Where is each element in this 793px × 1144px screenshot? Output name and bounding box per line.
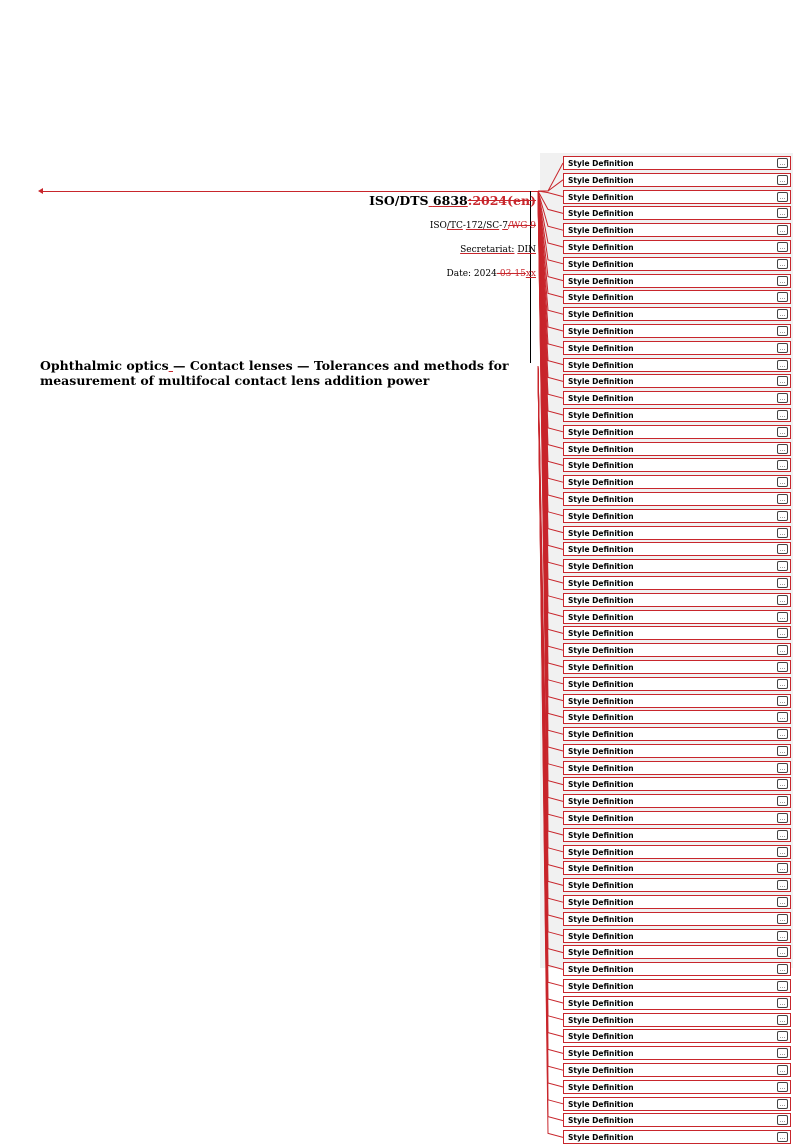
style-definition-balloon[interactable] <box>563 1113 791 1127</box>
style-definition-balloon[interactable] <box>563 1130 791 1144</box>
balloon-label: Style Definition <box>568 159 634 168</box>
style-definition-balloon[interactable] <box>563 727 791 741</box>
balloon-label: Style Definition <box>568 578 634 588</box>
balloon-label: Style Definition <box>568 847 634 857</box>
expand-balloon-button[interactable]: ... <box>777 1132 788 1142</box>
committee-reference: ISO/TC-172/SC-7/WG 9 <box>429 221 536 231</box>
style-definition-balloon[interactable] <box>563 962 791 976</box>
style-definition-balloon[interactable] <box>563 458 791 472</box>
style-definition-balloon[interactable] <box>563 223 791 237</box>
comment-anchor-line <box>40 191 540 192</box>
expand-balloon-button[interactable]: ... <box>777 1031 788 1041</box>
style-definition-balloon[interactable] <box>563 341 791 355</box>
style-definition-balloon[interactable] <box>563 878 791 892</box>
style-definition-balloon[interactable] <box>563 912 791 926</box>
style-definition-balloon[interactable] <box>563 660 791 674</box>
expand-balloon-button[interactable]: ... <box>777 645 788 655</box>
expand-balloon-button[interactable]: ... <box>777 578 788 588</box>
expand-balloon-button[interactable]: ... <box>777 1048 788 1058</box>
expand-balloon-button[interactable]: ... <box>777 511 788 521</box>
expand-balloon-button[interactable]: ... <box>777 242 788 252</box>
style-definition-balloon[interactable] <box>563 290 791 304</box>
style-definition-balloon[interactable] <box>563 240 791 254</box>
expand-balloon-button[interactable]: ... <box>777 208 788 218</box>
style-definition-balloon[interactable] <box>563 643 791 657</box>
expand-balloon-button[interactable]: ... <box>777 393 788 403</box>
expand-balloon-button[interactable]: ... <box>777 276 788 286</box>
balloon-label: Style Definition <box>568 948 634 958</box>
style-definition-balloon[interactable] <box>563 1046 791 1060</box>
expand-balloon-button[interactable]: ... <box>777 998 788 1008</box>
style-definition-balloon[interactable] <box>563 542 791 556</box>
balloon-label: Style Definition <box>568 226 634 236</box>
expand-balloon-button[interactable]: ... <box>777 696 788 706</box>
expand-balloon-button[interactable]: ... <box>777 477 788 487</box>
expand-balloon-button[interactable]: ... <box>777 427 788 437</box>
expand-balloon-button[interactable]: ... <box>777 813 788 823</box>
style-definition-balloon[interactable] <box>563 408 791 422</box>
style-definition-balloon[interactable] <box>563 593 791 607</box>
balloon-label: Style Definition <box>568 864 634 874</box>
expand-balloon-button[interactable]: ... <box>777 528 788 538</box>
style-definition-balloon[interactable] <box>563 811 791 825</box>
style-definition-balloon[interactable] <box>563 1080 791 1094</box>
style-definition-balloons <box>563 156 791 1143</box>
balloon-label: Style Definition <box>568 914 634 924</box>
balloon-label: Style Definition <box>568 394 634 404</box>
style-definition-balloon[interactable] <box>563 492 791 506</box>
style-definition-balloon[interactable] <box>563 442 791 456</box>
expand-balloon-button[interactable]: ... <box>777 729 788 739</box>
style-definition-balloon[interactable] <box>563 677 791 691</box>
expand-balloon-button[interactable]: ... <box>777 158 788 168</box>
expand-balloon-button[interactable]: ... <box>777 360 788 370</box>
balloon-label: Style Definition <box>568 259 634 269</box>
style-definition-balloon[interactable] <box>563 391 791 405</box>
style-definition-balloon[interactable] <box>563 861 791 875</box>
balloon-label: Style Definition <box>568 746 634 756</box>
balloon-label: Style Definition <box>568 175 634 185</box>
style-definition-balloon[interactable] <box>563 576 791 590</box>
expand-balloon-button[interactable]: ... <box>777 746 788 756</box>
style-definition-balloon[interactable] <box>563 761 791 775</box>
balloon-label: Style Definition <box>568 646 634 656</box>
balloon-label: Style Definition <box>568 814 634 824</box>
balloon-label: Style Definition <box>568 713 634 723</box>
balloon-label: Style Definition <box>568 662 634 672</box>
balloon-label: Style Definition <box>568 444 634 454</box>
document-date: Date: 2024-03-15xx <box>446 269 536 279</box>
style-definition-balloon[interactable] <box>563 945 791 959</box>
expand-balloon-button[interactable]: ... <box>777 1082 788 1092</box>
balloon-label: Style Definition <box>568 595 634 605</box>
balloon-label: Style Definition <box>568 192 634 202</box>
expand-balloon-button[interactable]: ... <box>777 628 788 638</box>
balloon-label: Style Definition <box>568 377 634 387</box>
style-definition-balloon[interactable] <box>563 206 791 220</box>
expand-balloon-button[interactable]: ... <box>777 964 788 974</box>
balloon-label: Style Definition <box>568 1066 634 1076</box>
document-identifier: ISO/DTS 6838:2024(en) <box>369 193 536 208</box>
expand-balloon-button[interactable]: ... <box>777 1015 788 1025</box>
expand-balloon-button[interactable]: ... <box>777 847 788 857</box>
balloon-label: Style Definition <box>568 1032 634 1042</box>
expand-balloon-button[interactable]: ... <box>777 1099 788 1109</box>
expand-balloon-button[interactable]: ... <box>777 544 788 554</box>
balloon-label: Style Definition <box>568 898 634 908</box>
balloon-label: Style Definition <box>568 1049 634 1059</box>
style-definition-balloon[interactable] <box>563 929 791 943</box>
balloon-label: Style Definition <box>568 478 634 488</box>
expand-balloon-button[interactable]: ... <box>777 343 788 353</box>
balloon-label: Style Definition <box>568 511 634 521</box>
balloon-label: Style Definition <box>568 293 634 303</box>
expand-balloon-button[interactable]: ... <box>777 444 788 454</box>
secretariat: Secretariat: DIN <box>460 245 536 255</box>
expand-balloon-button[interactable]: ... <box>777 175 788 185</box>
style-definition-balloon[interactable] <box>563 895 791 909</box>
style-definition-balloon[interactable] <box>563 777 791 791</box>
balloon-label: Style Definition <box>568 1082 634 1092</box>
expand-balloon-button[interactable]: ... <box>777 914 788 924</box>
expand-balloon-button[interactable]: ... <box>777 662 788 672</box>
style-definition-balloon[interactable] <box>563 744 791 758</box>
balloon-label: Style Definition <box>568 410 634 420</box>
expand-balloon-button[interactable]: ... <box>777 410 788 420</box>
expand-balloon-button[interactable]: ... <box>777 830 788 840</box>
style-definition-balloon[interactable] <box>563 828 791 842</box>
style-definition-balloon[interactable] <box>563 307 791 321</box>
expand-balloon-button[interactable]: ... <box>777 460 788 470</box>
style-definition-balloon[interactable] <box>563 610 791 624</box>
balloon-label: Style Definition <box>568 360 634 370</box>
balloon-label: Style Definition <box>568 528 634 538</box>
expand-balloon-button[interactable]: ... <box>777 679 788 689</box>
expand-balloon-button[interactable]: ... <box>777 863 788 873</box>
balloon-label: Style Definition <box>568 343 634 353</box>
expand-balloon-button[interactable]: ... <box>777 494 788 504</box>
expand-balloon-button[interactable]: ... <box>777 292 788 302</box>
style-definition-balloon[interactable] <box>563 156 791 170</box>
style-definition-balloon[interactable] <box>563 996 791 1010</box>
balloon-label: Style Definition <box>568 1133 634 1143</box>
balloon-label: Style Definition <box>568 763 634 773</box>
document-title: Ophthalmic optics — Contact lenses — Tolerances and methods for measurement of multifocal contact lens addition power <box>40 358 509 388</box>
balloon-label: Style Definition <box>568 965 634 975</box>
style-definition-balloon[interactable] <box>563 374 791 388</box>
balloon-label: Style Definition <box>568 696 634 706</box>
expand-balloon-button[interactable]: ... <box>777 796 788 806</box>
balloon-label: Style Definition <box>568 461 634 471</box>
balloon-label: Style Definition <box>568 310 634 320</box>
style-definition-balloon[interactable] <box>563 358 791 372</box>
style-definition-balloon[interactable] <box>563 794 791 808</box>
expand-balloon-button[interactable]: ... <box>777 880 788 890</box>
balloon-label: Style Definition <box>568 830 634 840</box>
expand-balloon-button[interactable]: ... <box>777 612 788 622</box>
balloon-label: Style Definition <box>568 276 634 286</box>
balloon-label: Style Definition <box>568 931 634 941</box>
style-definition-balloon[interactable] <box>563 190 791 204</box>
expand-balloon-button[interactable]: ... <box>777 192 788 202</box>
style-definition-balloon[interactable] <box>563 559 791 573</box>
expand-balloon-button[interactable]: ... <box>777 1065 788 1075</box>
balloon-label: Style Definition <box>568 982 634 992</box>
balloon-label: Style Definition <box>568 562 634 572</box>
style-definition-balloon[interactable] <box>563 257 791 271</box>
balloon-label: Style Definition <box>568 1015 634 1025</box>
balloon-label: Style Definition <box>568 881 634 891</box>
balloon-label: Style Definition <box>568 780 634 790</box>
expand-balloon-button[interactable]: ... <box>777 779 788 789</box>
balloon-label: Style Definition <box>568 326 634 336</box>
balloon-label: Style Definition <box>568 545 634 555</box>
balloon-label: Style Definition <box>568 242 634 252</box>
balloon-label: Style Definition <box>568 209 634 219</box>
style-definition-balloon[interactable] <box>563 979 791 993</box>
balloon-label: Style Definition <box>568 679 634 689</box>
balloon-label: Style Definition <box>568 1116 634 1126</box>
expand-balloon-button[interactable]: ... <box>777 897 788 907</box>
expand-balloon-button[interactable]: ... <box>777 763 788 773</box>
style-definition-balloon[interactable] <box>563 845 791 859</box>
style-definition-balloon[interactable] <box>563 1029 791 1043</box>
balloon-label: Style Definition <box>568 1099 634 1109</box>
expand-balloon-button[interactable]: ... <box>777 931 788 941</box>
style-definition-balloon[interactable] <box>563 710 791 724</box>
expand-balloon-button[interactable]: ... <box>777 259 788 269</box>
expand-balloon-button[interactable]: ... <box>777 1115 788 1125</box>
style-definition-balloon[interactable] <box>563 694 791 708</box>
style-definition-balloon[interactable] <box>563 475 791 489</box>
style-definition-balloon[interactable] <box>563 173 791 187</box>
style-definition-balloon[interactable] <box>563 1013 791 1027</box>
style-definition-balloon[interactable] <box>563 526 791 540</box>
expand-balloon-button[interactable]: ... <box>777 595 788 605</box>
balloon-label: Style Definition <box>568 797 634 807</box>
expand-balloon-button[interactable]: ... <box>777 561 788 571</box>
expand-balloon-button[interactable]: ... <box>777 326 788 336</box>
style-definition-balloon[interactable] <box>563 274 791 288</box>
style-definition-balloon[interactable] <box>563 324 791 338</box>
expand-balloon-button[interactable]: ... <box>777 947 788 957</box>
expand-balloon-button[interactable]: ... <box>777 225 788 235</box>
expand-balloon-button[interactable]: ... <box>777 376 788 386</box>
balloon-label: Style Definition <box>568 998 634 1008</box>
style-definition-balloon[interactable] <box>563 1063 791 1077</box>
style-definition-balloon[interactable] <box>563 509 791 523</box>
style-definition-balloon[interactable] <box>563 425 791 439</box>
balloon-label: Style Definition <box>568 612 634 622</box>
balloon-label: Style Definition <box>568 629 634 639</box>
expand-balloon-button[interactable]: ... <box>777 712 788 722</box>
balloon-label: Style Definition <box>568 427 634 437</box>
balloon-label: Style Definition <box>568 730 634 740</box>
balloon-label: Style Definition <box>568 494 634 504</box>
expand-balloon-button[interactable]: ... <box>777 981 788 991</box>
style-definition-balloon[interactable] <box>563 1097 791 1111</box>
expand-balloon-button[interactable]: ... <box>777 309 788 319</box>
style-definition-balloon[interactable] <box>563 626 791 640</box>
